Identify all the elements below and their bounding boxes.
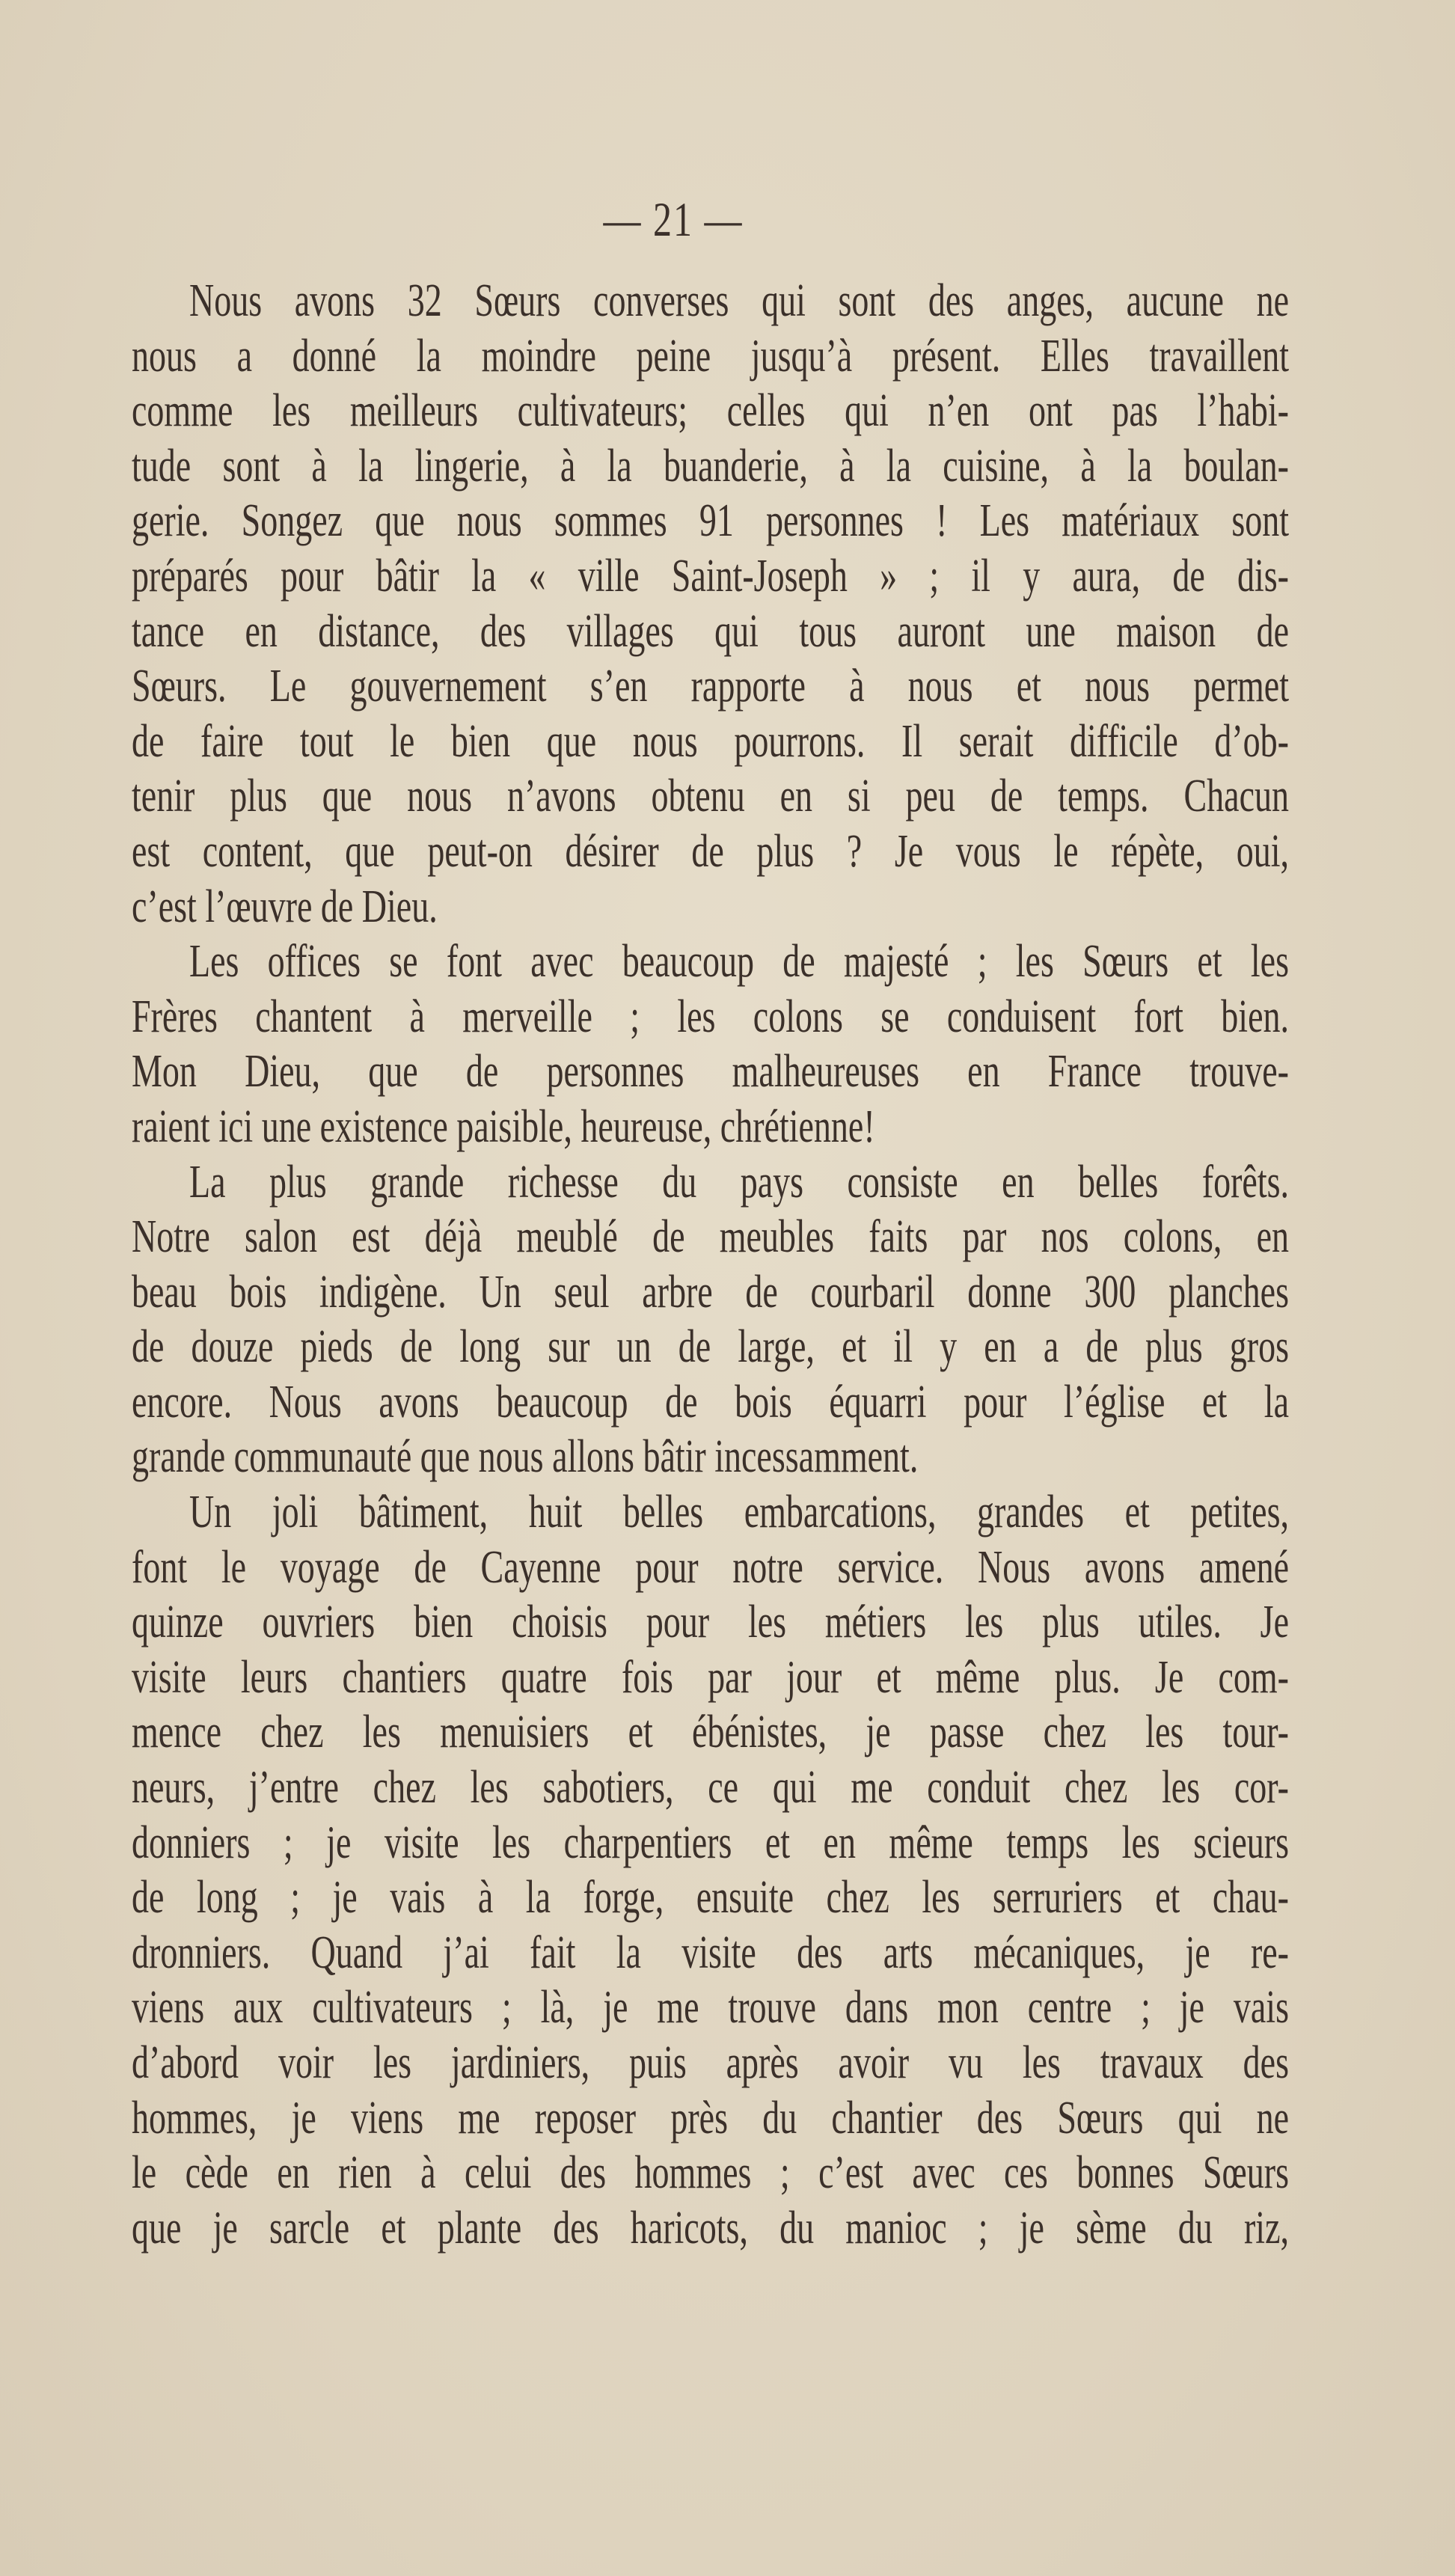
paragraph	[132, 274, 1289, 934]
text-line-content: d’abord voir les jardiniers, puis après avoir vu les travaux des	[132, 2036, 1289, 2088]
text-line-content: Frères chantent à merveille ; les colons se conduisent fort bien.	[132, 990, 1289, 1042]
text-line-content: font le voyage de Cayenne pour notre service. Nous avons amené	[132, 1541, 1289, 1593]
text-line-content: grande communauté que nous allons bâtir incessamment.	[132, 1431, 919, 1483]
text-line-content: gerie. Songez que nous sommes 91 personnes ! Les matériaux sont	[132, 495, 1289, 546]
page-number: — 21 —	[603, 192, 744, 247]
text-line-content: mence chez les menuisiers et ébénistes, je passe chez les tour-	[132, 1706, 1289, 1757]
text-line	[132, 2201, 1289, 2257]
text-line-content: c’est l’œuvre de Dieu.	[132, 880, 438, 932]
text-line-content: donniers ; je visite les charpentiers et en même temps les scieurs	[132, 1816, 1289, 1868]
text-line-content: est content, que peut-on désirer de plus ? Je vous le répète, oui,	[132, 824, 1289, 877]
text-line-content: quinze ouvriers bien choisis pour les métiers les plus utiles. Je	[132, 1595, 1289, 1648]
paragraph	[132, 934, 1289, 1154]
text-line-content: tance en distance, des villages qui tous auront une maison de	[132, 605, 1289, 657]
text-line-content: Les offices se font avec beaucoup de majesté ; les Sœurs et les	[189, 934, 1289, 987]
text-line-content: La plus grande richesse du pays consiste en belles forêts.	[189, 1155, 1289, 1208]
text-line-content: tude sont à la lingerie, à la buanderie, à la cuisine, à la boulan-	[132, 439, 1289, 492]
text-line-content: raient ici une existence paisible, heureuse, chrétienne!	[132, 1100, 875, 1152]
paragraph	[132, 1485, 1289, 2256]
text-line-content: que je sarcle et plante des haricots, du manioc ; je sème du riz,	[132, 2201, 1289, 2254]
text-line-content: préparés pour bâtir la « ville Saint-Joseph » ; il y aura, de dis-	[132, 549, 1289, 602]
text-line-content: viens aux cultivateurs ; là, je me trouve dans mon centre ; je vais	[132, 1981, 1289, 2033]
text-line-content: comme les meilleurs cultivateurs; celles qui n’en ont pas l’habi-	[132, 384, 1289, 436]
text-line-content: Un joli bâtiment, huit belles embarcations, grandes et petites,	[189, 1485, 1289, 1538]
text-line-content: encore. Nous avons beaucoup de bois équarri pour l’église et la	[132, 1375, 1289, 1428]
text-line-content: tenir plus que nous n’avons obtenu en si peu de temps. Chacun	[132, 770, 1289, 822]
text-line-content: de douze pieds de long sur un de large, et il y en a de plus gros	[132, 1320, 1289, 1372]
text-line-content: de faire tout le bien que nous pourrons. Il serait difficile d’ob-	[132, 715, 1289, 767]
text-line-content: hommes, je viens me reposer près du chantier des Sœurs qui ne	[132, 2091, 1289, 2144]
page-body-text	[132, 274, 1289, 2256]
text-line-content: Sœurs. Le gouvernement s’en rapporte à nous et nous permet	[132, 659, 1289, 712]
text-line-content: beau bois indigène. Un seul arbre de courbaril donne 300 planches	[132, 1265, 1289, 1318]
text-line-content: dronniers. Quand j’ai fait la visite des arts mécaniques, je re-	[132, 1926, 1289, 1978]
text-line-content: Nous avons 32 Sœurs converses qui sont des anges, aucune ne	[189, 274, 1289, 326]
text-line-content: le cède en rien à celui des hommes ; c’est avec ces bonnes Sœurs	[132, 2146, 1289, 2198]
text-line-content: visite leurs chantiers quatre fois par jour et même plus. Je com-	[132, 1650, 1289, 1703]
paragraph	[132, 1155, 1289, 1486]
text-line-content: Notre salon est déjà meublé de meubles faits par nos colons, en	[132, 1210, 1289, 1262]
text-line-content: Mon Dieu, que de personnes malheureuses en France trouve-	[132, 1044, 1289, 1097]
text-line-content: neurs, j’entre chez les sabotiers, ce qui me conduit chez les cor-	[132, 1760, 1289, 1813]
text-line-content: de long ; je vais à la forge, ensuite chez les serruriers et chau-	[132, 1870, 1289, 1923]
text-line-content: nous a donné la moindre peine jusqu’à présent. Elles travaillent	[132, 329, 1289, 382]
